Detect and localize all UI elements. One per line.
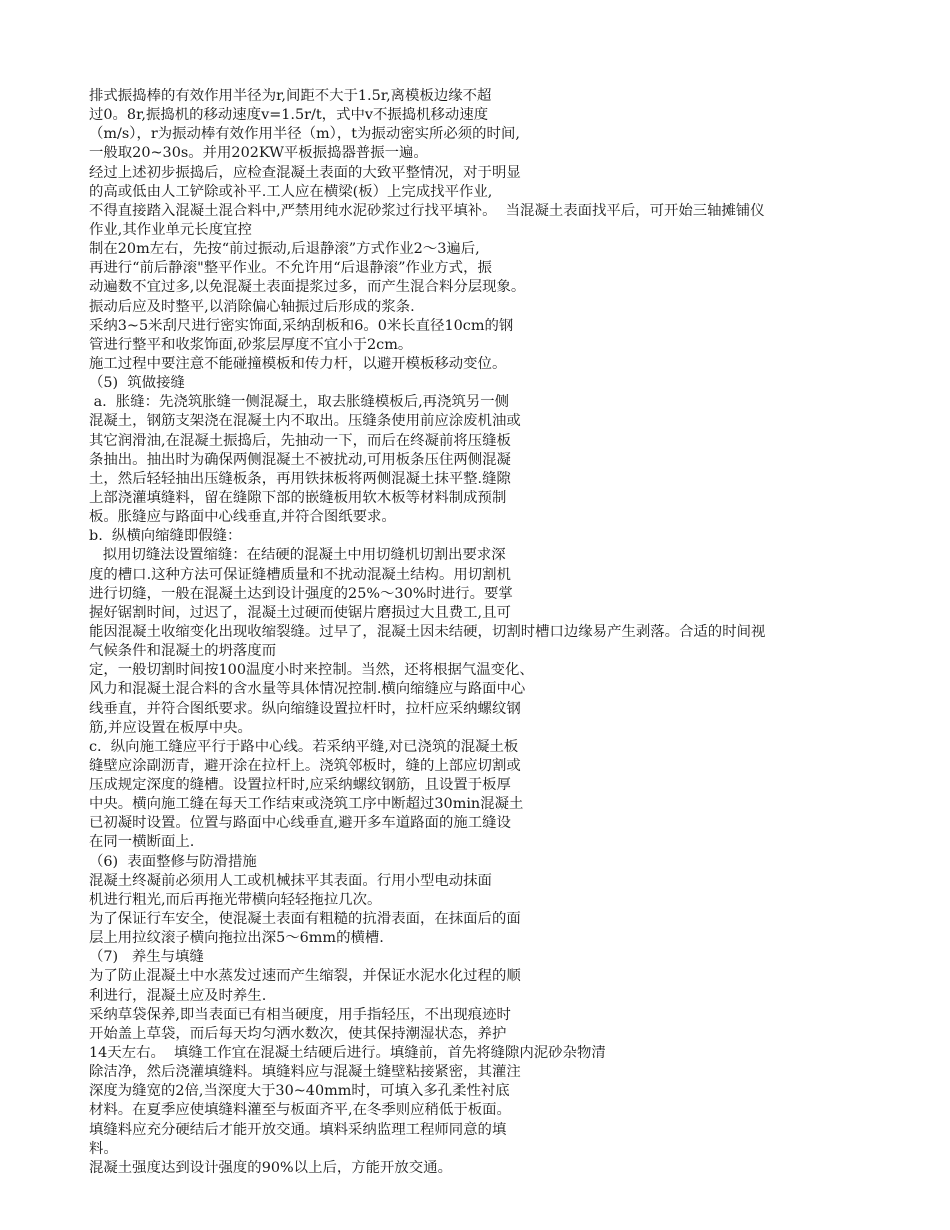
- text-line: 过0。8r,振捣机的移动速度v=1.5r/t，式中v不振捣机移动速度: [89, 107, 489, 124]
- text-line: 土，然后轻轻抽出压缝板条，再用铁抹板将两侧混凝土抹平整.缝隙: [89, 470, 511, 487]
- text-line: 再进行“前后静滚"整平作业。不允许用“后退静滚”作业方式，振: [89, 260, 492, 277]
- text-line: 风力和混凝土混合料的含水量等具体情况控制.横向缩缝应与路面中心: [89, 681, 526, 698]
- text-line: 缝壁应涂副沥青，避开涂在拉杆上。浇筑邻板时，缝的上部应切割或: [89, 757, 521, 774]
- text-line: （6) 表面整修与防滑措施: [89, 853, 257, 870]
- text-line: 在同一横断面上.: [89, 834, 195, 851]
- text-line: 中央。横向施工缝在每天工作结束或浇筑工序中断超过30min混凝土: [89, 796, 524, 813]
- text-line: 经过上述初步振捣后，应检查混凝土表面的大致平整情况，对于明显: [89, 164, 521, 181]
- text-line: 施工过程中要注意不能碰撞模板和传力杆，以避开模板移动变位。: [89, 355, 507, 372]
- text-line: 筋,并应设置在板厚中央。: [89, 719, 252, 736]
- text-line: 除洁净，然后浇灌填缝料。填缝料应与混凝土缝壁粘接紧密，其灌注: [89, 1064, 521, 1081]
- text-line: 排式振捣棒的有效作用半径为r,间距不大于1.5r,离模板边缘不超: [89, 88, 492, 104]
- text-line: 已初凝时设置。位置与路面中心线垂直,避开多车道路面的施工缝设: [89, 815, 511, 832]
- text-line: 动遍数不宜过多,以免混凝土表面提浆过多，而产生混合料分层现象。: [89, 279, 526, 296]
- text-line: 的高或低由人工铲除或补平.工人应在横梁(板）上完成找平作业,: [89, 183, 493, 200]
- text-line: 条抽出。抽出时为确保两侧混凝土不被扰动,可用板条压住两侧混凝: [89, 451, 511, 468]
- text-line: b. 纵横向缩缝即假缝：: [89, 528, 242, 545]
- text-line: （7) 养生与填缝: [89, 949, 204, 966]
- text-line: 14天左右。 填缝工作宜在混凝土结硬后进行。填缝前，首先将缝隙内泥砂杂物清: [89, 1045, 606, 1062]
- text-line: 为了保证行车安全，使混凝土表面有粗糙的抗滑表面，在抹面后的面: [89, 911, 521, 928]
- text-line: a. 胀缝：先浇筑胀缝一侧混凝土，取去胀缝模板后,再浇筑另一侧: [89, 394, 510, 411]
- text-line: 其它润滑油,在混凝土振捣后，先抽动一下，而后在终凝前将压缝板: [89, 432, 511, 449]
- text-line: 混凝土终凝前必须用人工或机械抹平其表面。行用小型电动抹面: [89, 872, 492, 889]
- text-line: 能因混凝土收缩变化出现收缩裂缝。过早了，混凝土因未结硬，切割时槽口边缘易产生剥落。合适的时间视: [89, 623, 766, 640]
- text-line: 采纳3~5米刮尺进行密实饰面,采纳刮板和6。0米长直径10cm的钢: [89, 317, 514, 334]
- text-line: 混凝土，钢筋支架浇在混凝土内不取出。压缝条使用前应涂废机油或: [89, 413, 521, 430]
- text-line: 深度为缝宽的2倍,当深度大于30~40mm时，可填入多孔柔性衬底: [89, 1083, 510, 1100]
- text-line: （5) 筑做接缝: [89, 375, 185, 392]
- text-line: c. 纵向施工缝应平行于路中心线。若采纳平缝,对已浇筑的混凝土板: [89, 738, 519, 755]
- text-line: 度的槽口.这种方法可保证缝槽质量和不扰动混凝土结构。用切割机: [89, 566, 511, 583]
- text-line: 混凝土强度达到设计强度的90%以上后，方能开放交通。: [89, 1159, 452, 1176]
- text-line: 料。: [89, 1140, 118, 1157]
- text-line: 拟用切缝法设置缩缝：在结硬的混凝土中用切缝机切割出要求深: [89, 547, 506, 564]
- text-line: 气候条件和混凝土的坍落度而: [89, 643, 277, 660]
- text-line: 定，一般切割时间按100温度小时来控制。当然，还将根据气温变化、: [89, 662, 534, 679]
- text-line: 一般取20~30s。并用202KW平板振捣器普振一遍。: [89, 145, 428, 162]
- text-line: 线垂直，并符合图纸要求。纵向缩缝设置拉杆时，拉杆应采纳螺纹钢: [89, 700, 521, 717]
- text-line: 采纳草袋保养,即当表面已有相当硬度，用手指轻压，不出现痕迹时: [89, 1006, 511, 1023]
- text-line: 不得直接踏入混凝土混合料中,严禁用纯水泥砂浆过行找平填补。 当混凝土表面找平后，可开始三轴摊铺仪: [89, 202, 765, 219]
- text-line: 层上用拉纹滚子横向拖拉出深5～6mm的横槽.: [89, 930, 384, 947]
- text-line: 振动后应及时整平,以消除偏心轴振过后形成的浆条.: [89, 298, 415, 315]
- text-line: 填缝料应充分硬结后才能开放交通。填料采纳监理工程师同意的填: [89, 1121, 507, 1138]
- text-line: 作业,其作业单元长度宜控: [89, 221, 252, 238]
- text-line: 进行切缝，一般在混凝土达到设计强度的25%～30%时进行。要掌: [89, 585, 513, 602]
- text-line: （m/s），r为振动棒有效作用半径（m），t为振动密实所必须的时间,: [89, 126, 520, 143]
- text-line: 利进行，混凝土应及时养生.: [89, 987, 267, 1004]
- text-line: 板。胀缝应与路面中心线垂直,并符合图纸要求。: [89, 509, 396, 526]
- text-line: 制在20m左右，先按“前过振动,后退静滚”方式作业2～3遍后,: [89, 241, 480, 258]
- text-line: 管进行整平和收浆饰面,砂浆层厚度不宜小于2cm。: [89, 336, 413, 353]
- text-line: 机进行粗光,而后再拖光带横向轻轻拖拉几次。: [89, 891, 382, 908]
- text-line: 握好锯割时间，过迟了，混凝土过硬而使锯片磨损过大且费工,且可: [89, 604, 511, 621]
- document-body: [89, 87, 889, 1178]
- text-line: 上部浇灌填缝料，留在缝隙下部的嵌缝板用软木板等材料制成预制: [89, 489, 507, 506]
- text-line: 为了防止混凝土中水蒸发过速而产生缩裂，并保证水泥水化过程的顺: [89, 968, 521, 985]
- text-line: 材料。在夏季应使填缝料灌至与板面齐平,在冬季则应稍低于板面。: [89, 1102, 511, 1119]
- text-line: 开始盖上草袋，而后每天均匀洒水数次，使其保持潮湿状态，养护: [89, 1025, 507, 1042]
- text-line: 压成规定深度的缝槽。设置拉杆时,应采纳螺纹钢筋，且设置于板厚: [89, 777, 511, 794]
